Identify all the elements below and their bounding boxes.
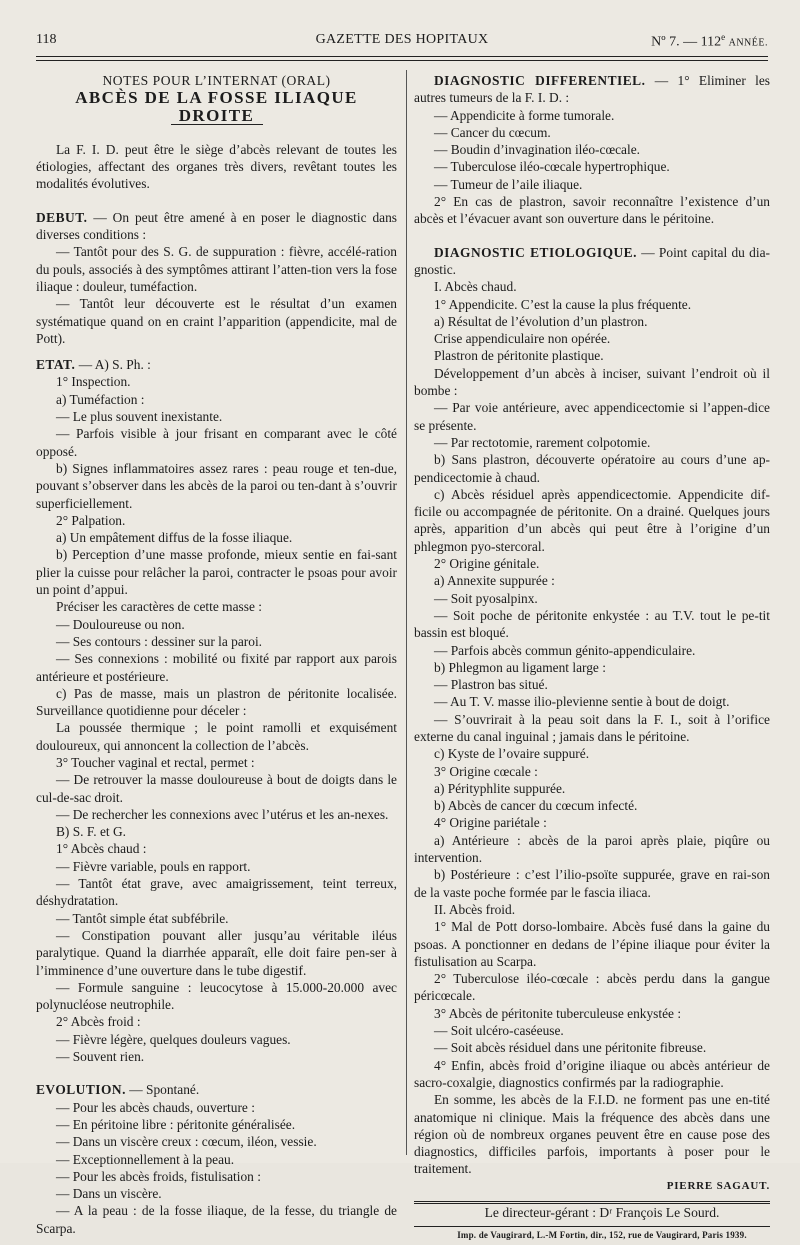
- paragraph: [36, 616, 397, 633]
- page-number: 118: [36, 32, 57, 47]
- director-line: Le directeur-gérant : Dʳ François Le Sourd.: [484, 1205, 720, 1220]
- paragraph-text: 4° Origine pariétale :: [434, 815, 547, 831]
- paragraph-text: — Formule sanguine : leucocytose à 15.000-20.000 avec polynucléose neutrophile.: [36, 979, 397, 1013]
- paragraph-text: c) Pas de masse, mais un plastron de péritonite localisée. Surveillance quotidienne pour déceler :: [36, 685, 397, 719]
- paragraph-text: 1° Mal de Pott dorso-lombaire. Abcès fusé dans la gaine du psoas. A ponctionner en dedans de l’épine iliaque pour éviter la fistulisation au Scarpa.: [414, 919, 770, 969]
- paragraph: [414, 1091, 770, 1177]
- paragraph-text: 4° Enfin, abcès froid d’origine iliaque ou abcès antérieur de sacro-coxalgie, diagnostics confirmés par la radiographie.: [414, 1057, 770, 1090]
- paragraph-text: a) Un empâtement diffus de la fosse iliaque.: [56, 530, 293, 546]
- paragraph: [414, 693, 770, 710]
- paragraph: [36, 979, 397, 1014]
- paragraph-text: — Pour les abcès chauds, ouverture :: [56, 1099, 255, 1115]
- paragraph: [36, 685, 397, 720]
- paragraph: [36, 927, 397, 979]
- paragraph-text: B) S. F. et G.: [56, 824, 126, 840]
- paragraph-text: La F. I. D. peut être le siège d’abcès relevant de toutes les étiologies, affectant des organes très divers, revêtant toutes les modalités évolutives.: [36, 141, 397, 192]
- paragraph: [414, 278, 770, 295]
- right-body: [414, 72, 770, 1178]
- paragraph-text: — A) S. Ph. :: [75, 357, 151, 373]
- paragraph: [36, 1168, 397, 1185]
- paragraph: [414, 780, 770, 797]
- paragraph: [36, 875, 397, 910]
- paragraph-text: — Plastron bas situé.: [434, 677, 548, 693]
- paragraph-text: 3° Abcès de péritonite tuberculeuse enkystée :: [434, 1005, 682, 1021]
- paragraph-text: — Parfois visible à jour frisant en comparant avec le côté opposé.: [36, 426, 397, 459]
- paragraph: [414, 72, 770, 107]
- paragraph-text: — Point capital du dia-gnostic.: [414, 244, 770, 277]
- imprint-line: Imp. de Vaugirard, L.-M Fortin, dir., 152, rue de Vaugirard, Paris 1939.: [457, 1230, 747, 1241]
- paragraph-text: — Spontané.: [125, 1082, 200, 1098]
- paragraph-text: — Par rectotomie, rarement colpotomie.: [434, 434, 651, 450]
- paragraph-text: Plastron de péritonite plastique.: [434, 348, 604, 364]
- paragraph: [36, 650, 397, 685]
- paragraph: [36, 141, 397, 193]
- article-title: ABCÈS DE LA FOSSE ILIAQUE DROITE: [75, 88, 358, 125]
- paragraph: [414, 193, 770, 228]
- paragraph-text: b) Abcès de cancer du cœcum infecté.: [434, 798, 638, 814]
- paragraph-text: a) Annexite suppurée :: [434, 573, 555, 589]
- paragraph: [414, 158, 770, 175]
- paragraph-text: — Soit poche de péritonite enkystée : au T.V. tout le pe-tit bassin est bloqué.: [414, 607, 770, 641]
- paragraph: [414, 124, 770, 141]
- author-signature: PIERRE SAGAUT.: [666, 1179, 770, 1192]
- paragraph-text: 1° Abcès chaud :: [56, 841, 147, 857]
- paragraph-text: — A la peau : de la fosse iliaque, de la fesse, du triangle de Scarpa.: [36, 1203, 397, 1236]
- section-heading: DEBUT.: [36, 209, 88, 225]
- journal-name: GAZETTE DES HOPITAUX: [315, 32, 489, 47]
- paragraph: [36, 823, 397, 840]
- paragraph: [414, 451, 770, 486]
- section-heading: EVOLUTION.: [36, 1082, 126, 1098]
- paragraph: [36, 1202, 397, 1237]
- paragraph-text: II. Abcès froid.: [434, 901, 516, 917]
- paragraph: [414, 330, 770, 347]
- paragraph-text: — Soit pyosalpinx.: [434, 590, 538, 606]
- paragraph: [414, 590, 770, 607]
- paragraph-text: 2° Tuberculose iléo-cœcale : abcès perdu dans la gangue péricœcale.: [414, 971, 770, 1004]
- paragraph: [414, 832, 770, 867]
- paragraph: [36, 1048, 397, 1065]
- paragraph: [414, 607, 770, 642]
- paragraph: [36, 840, 397, 857]
- paragraph: [414, 347, 770, 364]
- paragraph: [36, 771, 397, 806]
- paragraph: [36, 529, 397, 546]
- paragraph-text: 2° Palpation.: [56, 512, 126, 528]
- section-heading: DIAGNOSTIC DIFFERENTIEL.: [434, 73, 646, 88]
- paragraph: [36, 633, 397, 650]
- header-rule-bottom: [36, 60, 768, 61]
- paragraph: [414, 176, 770, 193]
- column-divider: [406, 70, 407, 1155]
- paragraph-text: — Constipation pouvant aller jusqu’au véritable iléus paralytique. Quand la diarrhée apparaît, elle doit faire pen-ser à l’imminence d’une ouverture dans le tube digestif.: [36, 927, 397, 978]
- paragraph-text: — Soit abcès résiduel dans une péritonite fibreuse.: [434, 1040, 707, 1056]
- paragraph-text: — Appendicite à forme tumorale.: [434, 107, 615, 123]
- paragraph: [414, 901, 770, 918]
- paragraph: [36, 391, 397, 408]
- paragraph: [414, 659, 770, 676]
- paragraph-text: — Tuberculose iléo-cœcale hypertrophique.: [434, 159, 670, 175]
- paragraph-text: c) Kyste de l’ovaire suppuré.: [434, 746, 590, 762]
- paragraph-text: — Pour les abcès froids, fistulisation :: [56, 1168, 261, 1184]
- paragraph-text: — Le plus souvent inexistante.: [56, 409, 223, 425]
- paragraph-text: b) Sans plastron, découverte opératoire au cours d’une ap-pendicectomie à chaud.: [414, 452, 770, 485]
- paragraph-text: — Dans un viscère creux : cœcum, iléon, vessie.: [56, 1134, 317, 1150]
- paragraph: [36, 1185, 397, 1202]
- left-column: [36, 72, 397, 1237]
- paragraph-text: — Soit ulcéro-caséeuse.: [434, 1023, 564, 1039]
- paragraph: [36, 1133, 397, 1150]
- paragraph-text: a) Résultat de l’évolution d’un plastron.: [434, 313, 648, 329]
- paragraph-text: — De rechercher les connexions avec l’utérus et les an-nexes.: [56, 806, 389, 822]
- running-header: [36, 28, 768, 52]
- paragraph: [36, 858, 397, 875]
- paragraph: [414, 711, 770, 746]
- paragraph: [36, 373, 397, 390]
- paragraph-text: — Fièvre variable, pouls en rapport.: [56, 858, 251, 874]
- paragraph-text: — Tantôt état grave, avec amaigrissement, teint terreux, déshydratation.: [36, 876, 397, 909]
- paragraph-text: — Au T. V. masse ilio-plevienne sentie à bout de doigt.: [434, 694, 730, 710]
- section-heading: DIAGNOSTIC ETIOLOGIQUE.: [434, 244, 637, 260]
- paragraph-text: 2° Abcès froid :: [56, 1014, 141, 1030]
- paragraph: [414, 676, 770, 693]
- paragraph-text: b) Perception d’une masse profonde, mieux sentie en fai-sant plier la cuisse pour relâcher la paroi, contracter le psoas pour avoir un point d’appui.: [36, 547, 397, 598]
- paragraph-text: — Tantôt pour des S. G. de suppuration : fièvre, accélé-ration du pouls, associés à des symptômes attirant l’atten-tion vers la fose iliaque : douleur, tuméfaction.: [36, 244, 397, 294]
- paragraph: [36, 408, 397, 425]
- paragraph-text: — Par voie antérieure, avec appendicectomie si l’appen-dice se présente.: [414, 400, 770, 433]
- paragraph: [414, 399, 770, 434]
- paragraph: [414, 572, 770, 589]
- paragraph: [414, 814, 770, 831]
- right-column: [414, 72, 770, 1245]
- paragraph: [414, 970, 770, 1005]
- paragraph-text: En somme, les abcès de la F.I.D. ne forment pas une en-tité anatomique ni clinique. Mais la fréquence des abcès dans une région où de nombreux organes peuvent être en cause pose des diagnostics, difficiles parfois, importants à poser pour le traitement.: [414, 1092, 770, 1177]
- paragraph: [36, 209, 397, 244]
- paragraph: [414, 866, 770, 901]
- paragraph-text: b) Phlegmon au ligament large :: [434, 659, 606, 675]
- paragraph: [414, 313, 770, 330]
- paragraph: [414, 745, 770, 762]
- paragraph: [414, 918, 770, 970]
- section-kicker: NOTES POUR L’INTERNAT (ORAL): [102, 73, 331, 88]
- paragraph: [36, 1081, 397, 1098]
- paragraph-text: — Tantôt simple état subfébrile.: [56, 910, 229, 926]
- paragraph-text: — 1° Eliminer les autres tumeurs de la F. I. D. :: [414, 73, 770, 106]
- paragraph: [36, 1151, 397, 1168]
- paragraph: [414, 244, 770, 279]
- paragraph-text: — Cancer du cœcum.: [434, 124, 551, 140]
- paragraph: [36, 460, 397, 512]
- paragraph: [414, 1005, 770, 1022]
- paragraph-text: — Douloureuse ou non.: [56, 616, 185, 632]
- paragraph-text: — S’ouvrirait à la peau soit dans la F. I., soit à l’orifice externe du canal inguinal ; jamais dans le péritoine.: [414, 711, 770, 744]
- paragraph: [36, 425, 397, 460]
- paragraph: [414, 434, 770, 451]
- paragraph: [414, 642, 770, 659]
- paragraph-text: — Dans un viscère.: [56, 1186, 162, 1202]
- paragraph-text: — On peut être amené à en poser le diagnostic dans diverses conditions :: [36, 209, 397, 243]
- paragraph-text: Crise appendiculaire non opérée.: [434, 331, 611, 347]
- paragraph: [36, 1116, 397, 1133]
- paragraph: [414, 797, 770, 814]
- paragraph: [414, 141, 770, 158]
- paragraph: [36, 1031, 397, 1048]
- paragraph-text: — Exceptionnellement à la peau.: [56, 1151, 235, 1167]
- header-rule-top: [36, 56, 768, 57]
- paragraph: [36, 910, 397, 927]
- paragraph: [414, 555, 770, 572]
- paragraph: [36, 806, 397, 823]
- paragraph-text: 1° Inspection.: [56, 374, 131, 390]
- paragraph-text: — Tumeur de l’aile iliaque.: [434, 176, 583, 192]
- paragraph: [36, 1013, 397, 1030]
- paragraph-text: Développement d’un abcès à inciser, suivant l’endroit où il bombe :: [414, 365, 770, 399]
- paragraph: [36, 356, 397, 373]
- paragraph: [414, 1039, 770, 1056]
- paragraph: [36, 754, 397, 771]
- paragraph: [414, 107, 770, 124]
- paragraph-text: — Boudin d’invagination iléo-cœcale.: [434, 142, 641, 158]
- paragraph-text: b) Signes inflammatoires assez rares : peau rouge et ten-due, pouvant s’observer dans les abcès de la paroi ou ten-dant à s’ouvrir superficiellement.: [36, 460, 397, 511]
- paragraph-text: — En péritoine libre : péritonite généralisée.: [56, 1116, 296, 1132]
- paragraph: [36, 598, 397, 615]
- issue-number: Nº 7. — 112e ANNÉE.: [651, 32, 768, 50]
- paragraph-text: a) Antérieure : abcès de la paroi après plaie, piqûre ou intervention.: [414, 832, 770, 866]
- section-heading: ETAT.: [36, 357, 76, 373]
- paragraph-text: 3° Origine cœcale :: [434, 763, 538, 779]
- paragraph-text: 1° Appendicite. C’est la cause la plus fréquente.: [434, 296, 692, 312]
- paragraph: [36, 295, 397, 347]
- paragraph-text: — Fièvre légère, quelques douleurs vagues.: [56, 1031, 291, 1047]
- paragraph: [36, 546, 397, 598]
- paragraph-text: — Parfois abcès commun génito-appendiculaire.: [434, 642, 696, 658]
- paragraph-text: c) Abcès résiduel après appendicectomie. Appendicite dif-ficile ou accompagnée de péritonite. On a drainé. Quelques jours après, apparition d’un abcès qui peut être à l’origine d’un phlegmon pyo-stercoral.: [414, 486, 770, 554]
- paragraph: [414, 296, 770, 313]
- left-body: [36, 141, 397, 1237]
- paragraph-text: I. Abcès chaud.: [434, 279, 517, 295]
- paragraph: [414, 486, 770, 555]
- paragraph-text: 3° Toucher vaginal et rectal, permet :: [56, 754, 255, 770]
- paragraph: [36, 512, 397, 529]
- paragraph: [36, 1099, 397, 1116]
- paragraph-text: a) Pérityphlite suppurée.: [434, 780, 566, 796]
- paragraph-text: — Souvent rien.: [56, 1049, 145, 1065]
- paragraph-text: 2° Origine génitale.: [434, 556, 540, 572]
- paragraph: [414, 1022, 770, 1039]
- paragraph-text: a) Tuméfaction :: [56, 391, 145, 407]
- paragraph-text: — Ses contours : dessiner sur la paroi.: [56, 633, 263, 649]
- paragraph-text: — De retrouver la masse douloureuse à bout de doigts dans le cul-de-sac droit.: [36, 772, 397, 805]
- paragraph-text: 2° En cas de plastron, savoir reconnaître l’existence d’un abcès et l’évacuer avant son ouverture dans le péritoine.: [414, 194, 770, 227]
- paragraph: [36, 243, 397, 295]
- paragraph: [36, 719, 397, 754]
- paragraph: [414, 1057, 770, 1092]
- paragraph-text: Préciser les caractères de cette masse :: [56, 599, 262, 615]
- paragraph: [414, 763, 770, 780]
- paragraph-text: La poussée thermique ; le point ramolli et exquisément douloureux, qui annoncent la collection de l’abcès.: [36, 720, 397, 753]
- paragraph-text: — Ses connexions : mobilité ou fixité par rapport aux parois antérieure et postérieure.: [36, 651, 397, 684]
- paragraph-text: — Tantôt leur découverte est le résultat d’un examen systématique quand on en craint l’apparition (appendicite, mal de Pott).: [36, 296, 397, 346]
- paragraph: [414, 365, 770, 400]
- paragraph-text: b) Postérieure : c’est l’ilio-psoïte suppurée, grave en rai-son de la vaste poche formée par le fascia iliaca.: [414, 867, 770, 900]
